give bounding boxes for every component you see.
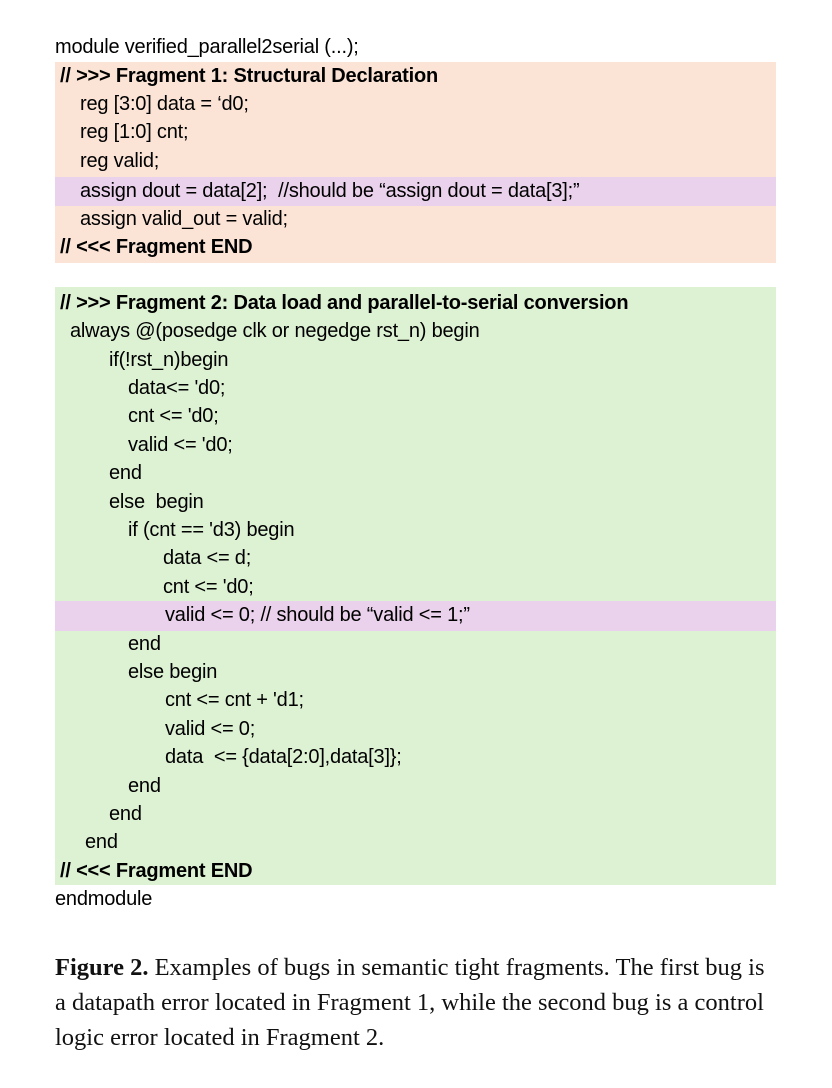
code-line: always @(posedge clk or negedge rst_n) begin	[70, 320, 480, 342]
code-line: cnt <= 'd0;	[128, 405, 219, 427]
code-line: data <= {data[2:0],data[3]};	[165, 746, 402, 768]
code-line: cnt <= cnt + 'd1;	[165, 689, 304, 711]
code-line: if (cnt == 'd3) begin	[128, 519, 295, 541]
code-line: reg [3:0] data = ‘d0;	[80, 93, 249, 115]
code-line: valid <= 'd0;	[128, 434, 233, 456]
caption-text: Examples of bugs in semantic tight fragments. The first bug is a datapath error located in Fragment 1, while the second bug is a control logic error located in Fragment 2.	[55, 954, 765, 1051]
buggy-code-line-1: assign dout = data[2]; //should be “assign dout = data[3];”	[80, 180, 580, 202]
code-line: end	[109, 462, 142, 484]
figure-label: Figure 2.	[55, 954, 149, 981]
code-line: end	[128, 775, 161, 797]
code-line: end	[109, 803, 142, 825]
fragment-2-start-comment: // >>> Fragment 2: Data load and parallel-to-serial conversion	[60, 292, 629, 314]
code-line: cnt <= 'd0;	[163, 576, 254, 598]
code-line: end	[85, 831, 118, 853]
code-line: data<= 'd0;	[128, 377, 226, 399]
code-line: data <= d;	[163, 547, 252, 569]
code-line: else begin	[128, 661, 218, 683]
endmodule: endmodule	[55, 888, 153, 910]
code-line: end	[128, 633, 161, 655]
figure-caption	[55, 950, 780, 1055]
code-line: reg valid;	[80, 150, 160, 172]
code-line: assign valid_out = valid;	[80, 208, 288, 230]
code-line: reg [1:0] cnt;	[80, 121, 189, 143]
fragment-1-end-comment: // <<< Fragment END	[60, 236, 253, 258]
fragment-2-end-comment: // <<< Fragment END	[60, 860, 253, 882]
code-line: else begin	[109, 491, 204, 513]
code-line: valid <= 0;	[165, 718, 256, 740]
module-declaration: module verified_parallel2serial (...);	[55, 36, 359, 58]
buggy-code-line-2: valid <= 0; // should be “valid <= 1;”	[165, 604, 470, 626]
code-line: if(!rst_n)begin	[109, 349, 229, 371]
fragment-1-start-comment: // >>> Fragment 1: Structural Declaration	[60, 65, 439, 87]
